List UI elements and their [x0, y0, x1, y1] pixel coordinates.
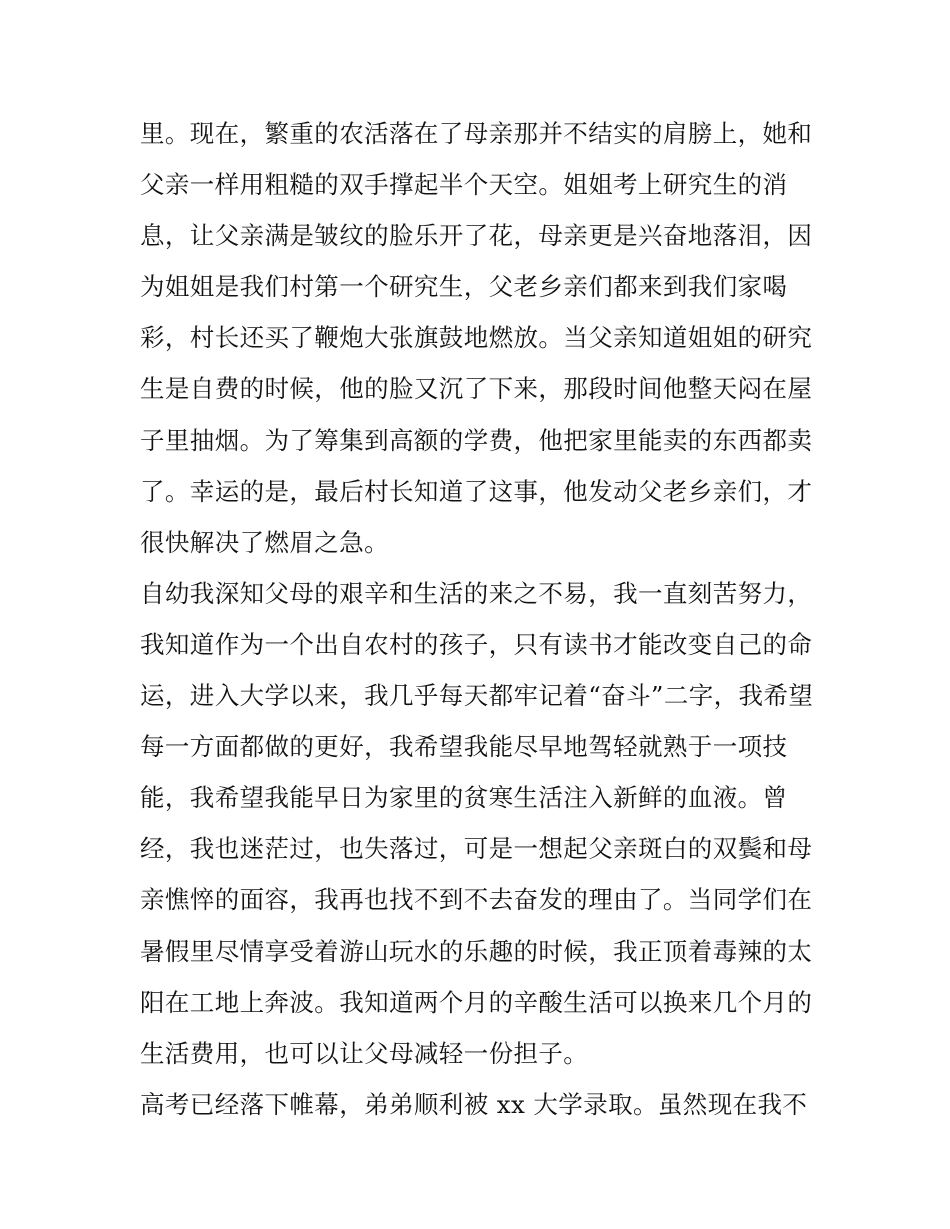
text-line: 息，让父亲满是皱纹的脸乐开了花，母亲更是兴奋地落泪，因	[140, 221, 813, 251]
text-line: 亲憔悴的面容，我再也找不到不去奋发的理由了。当同学们在	[140, 885, 813, 915]
text-line: 子里抽烟。为了筹集到高额的学费，他把家里能卖的东西都卖	[140, 425, 813, 455]
text-line: 生活费用，也可以让父母减轻一份担子。	[140, 1038, 589, 1068]
text-line: 很快解决了燃眉之急。	[140, 527, 389, 557]
text-line: 运，进入大学以来，我几乎每天都牢记着“奋斗”二字，我希望	[140, 681, 814, 711]
document-body	[140, 108, 820, 1130]
text-line: 自幼我深知父母的艰辛和生活的来之不易，我一直刻苦努力，	[140, 578, 813, 608]
text-line: 彩，村长还买了鞭炮大张旗鼓地燃放。当父亲知道姐姐的研究	[140, 323, 813, 353]
text-line: 高考已经落下帷幕，弟弟顺利被 xx 大学录取。虽然现在我不	[140, 1089, 808, 1119]
text-line: 经，我也迷茫过，也失落过，可是一想起父亲斑白的双鬓和母	[140, 834, 813, 864]
text-line: 每一方面都做的更好，我希望我能尽早地驾轻就熟于一项技	[140, 732, 788, 762]
text-line: 父亲一样用粗糙的双手撑起半个天空。姐姐考上研究生的消	[140, 170, 788, 200]
text-line: 阳在工地上奔波。我知道两个月的辛酸生活可以换来几个月的	[140, 987, 813, 1017]
text-line: 我知道作为一个出自农村的孩子，只有读书才能改变自己的命	[140, 629, 813, 659]
text-line: 为姐姐是我们村第一个研究生，父老乡亲们都来到我们家喝	[140, 272, 788, 302]
text-line: 暑假里尽情享受着游山玩水的乐趣的时候，我正顶着毒辣的太	[140, 936, 813, 966]
text-line: 里。现在，繁重的农活落在了母亲那并不结实的肩膀上，她和	[140, 119, 813, 148]
text-line: 生是自费的时候，他的脸又沉了下来，那段时间他整天闷在屋	[140, 374, 813, 404]
text-line: 能，我希望我能早日为家里的贫寒生活注入新鲜的血液。曾	[140, 783, 788, 813]
text-line: 了。幸运的是，最后村长知道了这事，他发动父老乡亲们，才	[140, 476, 813, 506]
